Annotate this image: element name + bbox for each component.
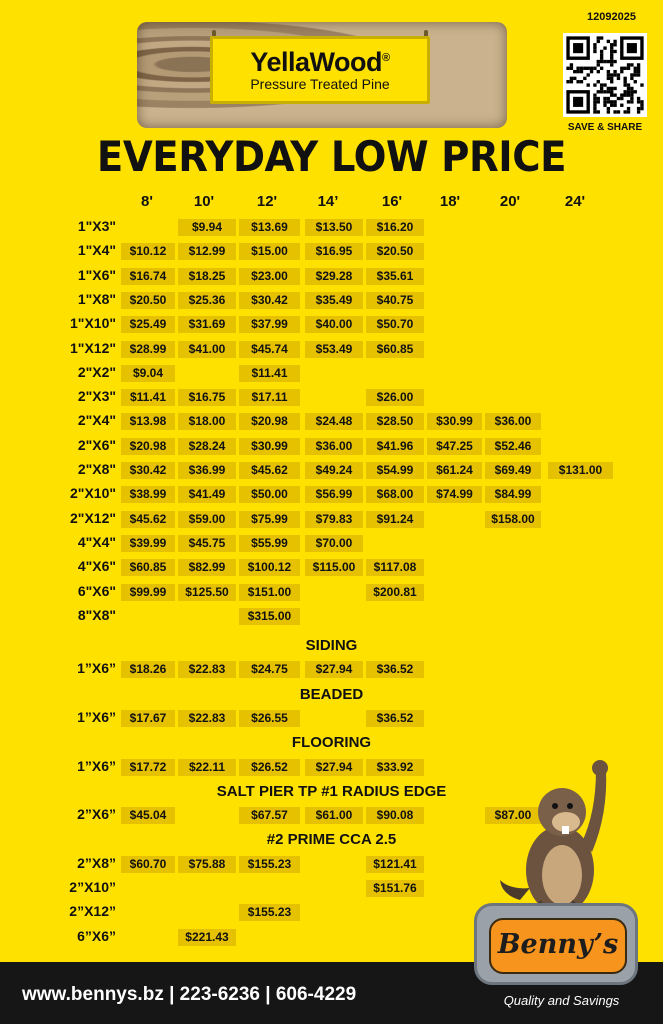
price-cell: $9.94: [178, 219, 236, 236]
price-cell: $9.04: [121, 365, 175, 382]
price-cell: $315.00: [239, 608, 300, 625]
section-title: #2 PRIME CCA 2.5: [266, 831, 397, 848]
price-cell: $12.99: [178, 243, 236, 260]
price-cell: $61.24: [427, 462, 482, 479]
price-cell: $16.95: [305, 243, 363, 260]
brand-subtitle: Pressure Treated Pine: [250, 76, 390, 92]
store-name: Benny’s: [497, 929, 619, 960]
price-cell: $45.62: [121, 511, 175, 528]
price-cell: $22.83: [178, 710, 236, 727]
price-cell: $28.99: [121, 341, 175, 358]
price-cell: $52.46: [485, 438, 541, 455]
lumber-size: 1”X6”: [77, 709, 116, 725]
price-cell: $60.70: [121, 856, 175, 873]
length-label: 20': [499, 193, 521, 210]
lumber-size: 8"X8": [77, 607, 116, 623]
price-cell: $22.83: [178, 661, 236, 678]
price-cell: $67.57: [239, 807, 300, 824]
beaver-mascot-icon: [500, 750, 630, 920]
price-cell: $18.25: [178, 268, 236, 285]
price-cell: $24.48: [305, 413, 363, 430]
lumber-size: 2"X2": [77, 364, 116, 380]
price-cell: $11.41: [121, 389, 175, 406]
price-cell: $18.00: [178, 413, 236, 430]
price-cell: $158.00: [485, 511, 541, 528]
price-cell: $200.81: [366, 584, 424, 601]
price-cell: $131.00: [548, 462, 613, 479]
lumber-size: 2"X4": [77, 412, 116, 428]
lumber-size: 2”X8”: [77, 855, 116, 871]
price-cell: $49.24: [305, 462, 363, 479]
price-cell: $41.96: [366, 438, 424, 455]
section-title: BEADED: [299, 686, 364, 703]
price-cell: $30.99: [427, 413, 482, 430]
price-cell: $15.00: [239, 243, 300, 260]
price-cell: $221.43: [178, 929, 236, 946]
length-label: 18': [439, 193, 461, 210]
lumber-size: 1"X4": [77, 242, 116, 258]
price-cell: $45.74: [239, 341, 300, 358]
price-cell: $41.00: [178, 341, 236, 358]
length-label: 8': [141, 193, 153, 210]
price-cell: $84.99: [485, 486, 541, 503]
price-cell: $13.98: [121, 413, 175, 430]
section-title: SALT PIER TP #1 RADIUS EDGE: [216, 783, 447, 800]
lumber-size: 1”X6”: [77, 660, 116, 676]
price-cell: $75.99: [239, 511, 300, 528]
lumber-size: 2”X10”: [69, 879, 116, 895]
price-cell: $47.25: [427, 438, 482, 455]
bennys-logo: [474, 903, 638, 985]
price-cell: $17.11: [239, 389, 300, 406]
price-cell: $74.99: [427, 486, 482, 503]
lumber-size: 6”X6”: [77, 928, 116, 944]
price-cell: $50.00: [239, 486, 300, 503]
price-cell: $115.00: [305, 559, 363, 576]
price-cell: $90.08: [366, 807, 424, 824]
price-cell: $28.50: [366, 413, 424, 430]
price-cell: $60.85: [121, 559, 175, 576]
price-cell: $18.26: [121, 661, 175, 678]
price-cell: $37.99: [239, 316, 300, 333]
price-cell: $36.52: [366, 710, 424, 727]
length-label: 12': [256, 193, 278, 210]
price-cell: $20.50: [121, 292, 175, 309]
lumber-size: 2"X6": [77, 437, 116, 453]
price-cell: $35.49: [305, 292, 363, 309]
price-cell: $24.75: [239, 661, 300, 678]
price-cell: $91.24: [366, 511, 424, 528]
lumber-size: 1"X6": [77, 267, 116, 283]
price-cell: $20.50: [366, 243, 424, 260]
price-cell: $30.42: [121, 462, 175, 479]
price-cell: $26.55: [239, 710, 300, 727]
price-cell: $27.94: [305, 759, 363, 776]
price-cell: $17.67: [121, 710, 175, 727]
lumber-size: 2"X8": [77, 461, 116, 477]
price-cell: $100.12: [239, 559, 300, 576]
price-cell: $68.00: [366, 486, 424, 503]
price-cell: $56.99: [305, 486, 363, 503]
price-cell: $75.88: [178, 856, 236, 873]
length-label: 24': [564, 193, 586, 210]
lumber-size: 1"X10": [70, 315, 116, 331]
price-cell: $87.00: [485, 807, 541, 824]
length-label: 16': [381, 193, 403, 210]
section-title: SIDING: [305, 637, 358, 654]
price-cell: $151.00: [239, 584, 300, 601]
lumber-size: 1"X12": [70, 340, 116, 356]
price-cell: $31.69: [178, 316, 236, 333]
price-cell: $20.98: [121, 438, 175, 455]
lumber-size: 2"X3": [77, 388, 116, 404]
lumber-size: 1"X3": [77, 218, 116, 234]
price-cell: $11.41: [239, 365, 300, 382]
price-cell: $13.69: [239, 219, 300, 236]
store-tagline: Quality and Savings: [503, 993, 620, 1008]
price-cell: $55.99: [239, 535, 300, 552]
price-cell: $17.72: [121, 759, 175, 776]
price-cell: $16.74: [121, 268, 175, 285]
price-cell: $26.00: [366, 389, 424, 406]
lumber-size: 2”X12”: [69, 903, 116, 919]
price-cell: $10.12: [121, 243, 175, 260]
lumber-size: 2"X10": [70, 485, 116, 501]
price-cell: $79.83: [305, 511, 363, 528]
brand-mark: ®: [381, 52, 390, 64]
lumber-size: 2"X12": [70, 510, 116, 526]
bennys-logo-plate: [489, 918, 627, 974]
price-cell: $50.70: [366, 316, 424, 333]
price-cell: $23.00: [239, 268, 300, 285]
qr-code-icon[interactable]: [563, 33, 647, 117]
price-cell: $45.04: [121, 807, 175, 824]
price-cell: $45.62: [239, 462, 300, 479]
price-cell: $28.24: [178, 438, 236, 455]
price-cell: $25.49: [121, 316, 175, 333]
lumber-size: 2”X6”: [77, 806, 116, 822]
sheet-code: 12092025: [587, 11, 636, 23]
price-cell: $25.36: [178, 292, 236, 309]
price-cell: $36.99: [178, 462, 236, 479]
price-cell: $36.00: [305, 438, 363, 455]
price-cell: $155.23: [239, 856, 300, 873]
qr-caption: SAVE & SHARE: [567, 122, 643, 133]
price-cell: $117.08: [366, 559, 424, 576]
price-cell: $22.11: [178, 759, 236, 776]
price-cell: $53.49: [305, 341, 363, 358]
price-cell: $27.94: [305, 661, 363, 678]
price-cell: $40.00: [305, 316, 363, 333]
lumber-size: 1”X6”: [77, 758, 116, 774]
brand-name: YellaWood®: [250, 47, 390, 77]
price-cell: $30.42: [239, 292, 300, 309]
price-cell: $40.75: [366, 292, 424, 309]
price-cell: $16.20: [366, 219, 424, 236]
price-cell: $29.28: [305, 268, 363, 285]
price-cell: $121.41: [366, 856, 424, 873]
price-cell: $125.50: [178, 584, 236, 601]
lumber-size: 4"X4": [77, 534, 116, 550]
lumber-size: 1"X8": [77, 291, 116, 307]
lumber-size: 6"X6": [77, 583, 116, 599]
lumber-size: 4"X6": [77, 558, 116, 574]
contact-info[interactable]: www.bennys.bz | 223-6236 | 606-4229: [22, 984, 357, 1005]
price-cell: $30.99: [239, 438, 300, 455]
price-cell: $41.49: [178, 486, 236, 503]
price-cell: $60.85: [366, 341, 424, 358]
price-cell: $54.99: [366, 462, 424, 479]
price-cell: $36.52: [366, 661, 424, 678]
price-cell: $16.75: [178, 389, 236, 406]
price-cell: $20.98: [239, 413, 300, 430]
price-cell: $13.50: [305, 219, 363, 236]
price-cell: $36.00: [485, 413, 541, 430]
page-title: EVERYDAY LOW PRICE: [96, 132, 567, 181]
length-label: 10': [193, 193, 215, 210]
price-cell: $59.00: [178, 511, 236, 528]
price-cell: $33.92: [366, 759, 424, 776]
price-cell: $45.75: [178, 535, 236, 552]
price-cell: $99.99: [121, 584, 175, 601]
price-cell: $155.23: [239, 904, 300, 921]
price-cell: $26.52: [239, 759, 300, 776]
price-cell: $35.61: [366, 268, 424, 285]
price-cell: $151.76: [366, 880, 424, 897]
length-label: 14’: [317, 193, 339, 210]
price-cell: $61.00: [305, 807, 363, 824]
price-cell: $39.99: [121, 535, 175, 552]
price-cell: $69.49: [485, 462, 541, 479]
section-title: FLOORING: [291, 734, 372, 751]
price-cell: $70.00: [305, 535, 363, 552]
yellawood-logo: [210, 36, 430, 104]
price-cell: $82.99: [178, 559, 236, 576]
price-cell: $38.99: [121, 486, 175, 503]
